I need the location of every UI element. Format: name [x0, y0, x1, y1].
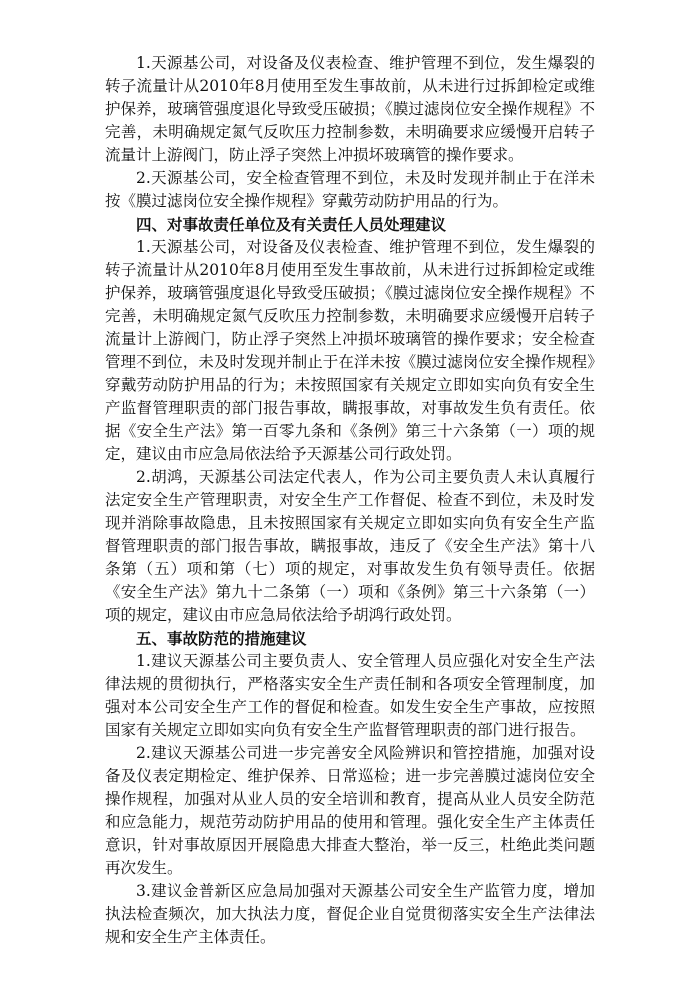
- paragraph-measure-3: 3.建议金普新区应急局加强对天源基公司安全生产监管力度，增加执法检查频次，加大执法力度，督促企业自觉贯彻落实安全生产法律法规和安全生产主体责任。: [105, 882, 595, 946]
- paragraph-handling-1: 1.天源基公司，对设备及仪表检查、维护管理不到位，发生爆裂的转子流量计从2010年8月使用至发生事故前，从未进行过拆卸检定或维护保养，玻璃管强度退化导致受压破损；《膜过滤岗位安全操作规程》不完善，未明确规定氮气反吹压力控制参数，未明确要求应缓慢开启转子流量计上游阀门，防止浮子突然上冲损坏玻璃管的操作要求；安全检查管理不到位，未及时发现并制止于在洋未按《膜过滤岗位安全操作规程》穿戴劳动防护用品的行为；未按照国家有关规定立即如实向负有安全生产监督管理职责的部门报告事故，瞒报事故，对事故发生负有责任。依据《安全生产法》第一百零九条和《条例》第三十六条第（一）项的规定，建议由市应急局依法给予天源基公司行政处罚。: [105, 238, 595, 463]
- paragraph-handling-2: 2.胡鸿，天源基公司法定代表人，作为公司主要负责人未认真履行法定安全生产管理职责，对安全生产工作督促、检查不到位，未及时发现并消除事故隐患，且未按照国家有关规定立即如实向负有安全生产监督管理职责的部门报告事故，瞒报事故，违反了《安全生产法》第十八条第（五）项和第（七）项的规定，对事故发生负有领导责任。依据《安全生产法》第九十二条第（一）项和《条例》第三十六条第（一）项的规定，建议由市应急局依法给予胡鸿行政处罚。: [105, 468, 595, 624]
- section-heading-5: 五、事故防范的措施建议: [136, 629, 307, 648]
- section-heading-4: 四、对事故责任单位及有关责任人员处理建议: [136, 215, 447, 234]
- paragraph-cause-1: 1.天源基公司，对设备及仪表检查、维护管理不到位，发生爆裂的转子流量计从2010年8月使用至发生事故前，从未进行过拆卸检定或维护保养，玻璃管强度退化导致受压破损；《膜过滤岗位安全操作规程》不完善，未明确规定氮气反吹压力控制参数，未明确要求应缓慢开启转子流量计上游阀门，防止浮子突然上冲损坏玻璃管的操作要求。: [105, 54, 595, 164]
- paragraph-cause-2: 2.天源基公司，安全检查管理不到位，未及时发现并制止于在洋未按《膜过滤岗位安全操作规程》穿戴劳动防护用品的行为。: [105, 169, 595, 210]
- document-page: [105, 52, 595, 949]
- paragraph-measure-1: 1.建议天源基公司主要负责人、安全管理人员应强化对安全生产法律法规的贯彻执行，严格落实安全生产责任制和各项安全管理制度，加强对本公司安全生产工作的督促和检查。如发生安全生产事故，应按照国家有关规定立即如实向负有安全生产监督管理职责的部门进行报告。: [105, 652, 595, 739]
- paragraph-measure-2: 2.建议天源基公司进一步完善安全风险辨识和管控措施，加强对设备及仪表定期检定、维护保养、日常巡检；进一步完善膜过滤岗位安全操作规程，加强对从业人员的安全培训和教育，提高从业人员安全防范和应急能力，规范劳动防护用品的使用和管理。强化安全生产主体责任意识，针对事故原因开展隐患大排查大整治，举一反三，杜绝此类问题再次发生。: [105, 744, 595, 877]
